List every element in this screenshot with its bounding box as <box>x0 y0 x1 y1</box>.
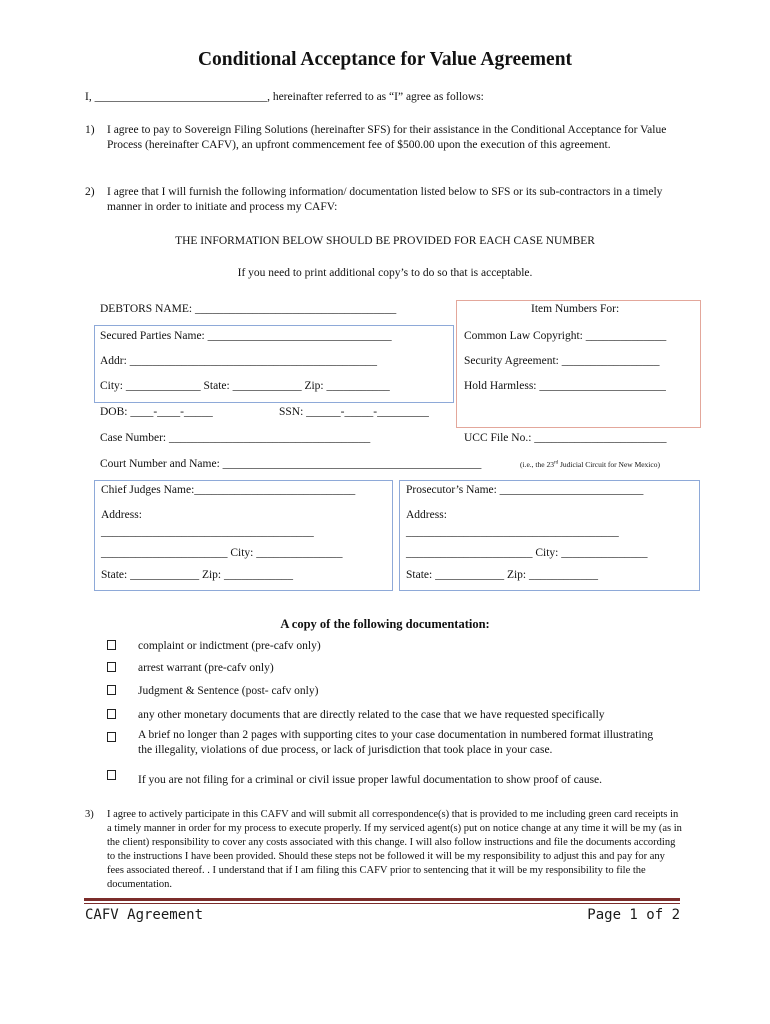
common-law-field[interactable]: Common Law Copyright: ______________ <box>464 330 667 342</box>
ucc-file-field[interactable]: UCC File No.: _______________________ <box>464 432 667 444</box>
checklist-item-brief: A brief no longer than 2 pages with supporting cites to your case documentation in numbered format illustrating the illegality, violations of due process, or lack of jurisdiction that took place in your case. <box>138 729 654 756</box>
clause-3-text: I agree to actively participate in this CAFV and will submit all correspondence(s) that is provided to me including green card receipts in a timely manner in order for my process to execute properly. If my serviced agent(s) put on notice change at any time it will be my (as in the client) responsibility to cover any costs associated with this change. I will also follow instructions and file the documents according to the instructions I have been provided. Should these steps not be followed it will be my responsibility to adjust this and pay for any fees associated thereof. . I understand that if I am filing this CAFV prior to sentencing that it will be my responsibility to file the documentation. <box>107 809 682 890</box>
prosecutor-address-label: Address: <box>406 509 447 521</box>
judge-address-field[interactable]: _____________________________________ <box>101 526 314 538</box>
notice-heading: THE INFORMATION BELOW SHOULD BE PROVIDED FOR EACH CASE NUMBER <box>175 235 595 247</box>
item-numbers-heading: Item Numbers For: <box>531 303 620 315</box>
checklist-item-monetary-docs: any other monetary documents that are directly related to the case that we have requested specifically <box>138 709 605 721</box>
checklist-item-arrest-warrant: arrest warrant (pre-cafv only) <box>138 662 274 674</box>
checkbox-judgment[interactable] <box>107 685 116 695</box>
footer-title: CAFV Agreement <box>85 907 204 923</box>
ssn-field[interactable]: SSN: ______-_____-_________ <box>279 406 429 418</box>
case-number-field[interactable]: Case Number: ___________________________________ <box>100 432 371 444</box>
documentation-heading: A copy of the following documentation: <box>280 617 490 631</box>
footer-rule-thin <box>84 903 680 904</box>
checkbox-proof-of-cause[interactable] <box>107 770 116 780</box>
judge-state-zip-field[interactable]: State: ____________ Zip: ____________ <box>101 569 293 581</box>
checkbox-monetary-docs[interactable] <box>107 709 116 719</box>
dob-field[interactable]: DOB: ____-____-_____ <box>100 406 213 418</box>
prosecutor-name-field[interactable]: Prosecutor’s Name: _________________________ <box>406 484 644 496</box>
prosecutor-address-field[interactable]: _____________________________________ <box>406 526 619 538</box>
footer-rule-thick <box>84 898 680 901</box>
clause-3-number: 3) <box>85 809 94 820</box>
checkbox-arrest-warrant[interactable] <box>107 662 116 672</box>
checkbox-brief[interactable] <box>107 732 116 742</box>
court-example-note: (i.e., the 23rd Judicial Circuit for New Mexico) <box>520 460 660 469</box>
secured-parties-field[interactable]: Secured Parties Name: ________________________________ <box>100 330 392 342</box>
judge-address-label: Address: <box>101 509 142 521</box>
checklist-item-proof-of-cause: If you are not filing for a criminal or civil issue proper lawful documentation to show proof of cause. <box>138 774 603 786</box>
security-agreement-field[interactable]: Security Agreement: _________________ <box>464 355 660 367</box>
hold-harmless-field[interactable]: Hold Harmless: ______________________ <box>464 380 666 392</box>
prosecutor-state-zip-field[interactable]: State: ____________ Zip: ____________ <box>406 569 598 581</box>
debtors-name-field[interactable]: DEBTORS NAME: ___________________________________ <box>100 303 397 315</box>
print-note: If you need to print additional copy’s to do so that is acceptable. <box>237 267 533 279</box>
checklist-item-complaint: complaint or indictment (pre-cafv only) <box>138 640 321 652</box>
intro-line: I, ______________________________, hereinafter referred to as “I” agree as follows: <box>85 91 484 103</box>
judge-city-field[interactable]: ______________________ City: _______________ <box>101 547 343 559</box>
address-field[interactable]: Addr: ___________________________________________ <box>100 355 377 367</box>
page-title: Conditional Acceptance for Value Agreement <box>197 49 573 70</box>
checklist-item-judgment: Judgment & Sentence (post- cafv only) <box>138 685 319 697</box>
city-state-zip-field[interactable]: City: _____________ State: ____________ Zip: ___________ <box>100 380 390 392</box>
clause-2-text: I agree that I will furnish the following information/ documentation listed below to SFS or its sub-contractors in a timely manner in order to initiate and process my CAFV: <box>107 186 663 213</box>
prosecutor-city-field[interactable]: ______________________ City: _______________ <box>406 547 648 559</box>
clause-1-text: I agree to pay to Sovereign Filing Solutions (hereinafter SFS) for their assistance in the Conditional Acceptance for Value Process (hereinafter CAFV), an upfront commencement fee of $500.00 upon the execution of this agreement. <box>107 124 667 151</box>
clause-2-number: 2) <box>85 186 95 198</box>
clause-1-number: 1) <box>85 124 95 136</box>
checkbox-complaint[interactable] <box>107 640 116 650</box>
court-name-field[interactable]: Court Number and Name: _____________________________________________ <box>100 458 482 470</box>
page-number: Page 1 of 2 <box>587 907 680 923</box>
chief-judges-name-field[interactable]: Chief Judges Name:____________________________ <box>101 484 356 496</box>
